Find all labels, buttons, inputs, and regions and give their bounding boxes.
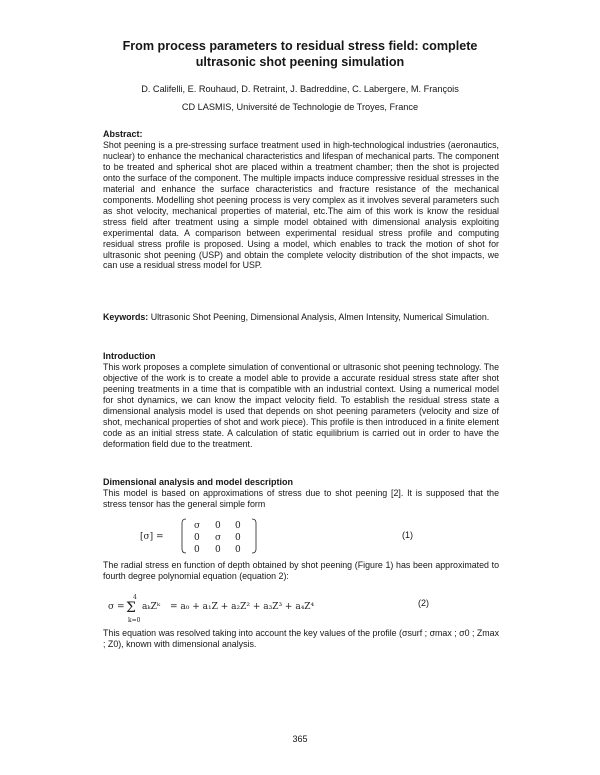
keywords-text: Ultrasonic Shot Peening, Dimensional Analysis, Almen Intensity, Numerical Simulation. [150, 312, 490, 322]
introduction-text: This work proposes a complete simulation of conventional or ultrasonic shot peening technology. The objective of the work is to create a model able to provide a accurate residual stress state after shot peening treatments in a time that is compatible with an industrial context. Using a numerical model for shot dynamics, we can know the impact velocity field. To establish the residual stress state a dimensional analysis model is used that depends on shot peening parameters (velocity and size of shot, mechanical properties of shot and work piece). This profile is then introduced in a finite element code as an initial stress state. A calculation of static equilibrium is carried out in order to have the deformation field due to the treatment. [103, 362, 499, 449]
introduction-heading: Introduction [103, 351, 156, 361]
sum-upper-limit: 4 [133, 594, 137, 601]
matrix-right-bracket [252, 519, 256, 553]
poly-lhs: σ = [108, 602, 125, 612]
matrix-cell: σ [215, 533, 222, 543]
matrix-cell: σ [194, 521, 201, 531]
page-number: 365 [292, 734, 308, 744]
keywords-label: Keywords: [103, 312, 149, 322]
matrix-cell: 0 [215, 521, 221, 531]
matrix-cell: 0 [235, 533, 241, 543]
title-line-2: ultrasonic shot peening simulation [195, 55, 405, 69]
matrix-cell: 0 [215, 545, 221, 555]
poly-rhs: = a₀ + a₁Z + a₂Z² + a₃Z³ + a₄Z⁴ [170, 602, 315, 612]
stress-tensor-equation [140, 515, 400, 557]
dimensional-analysis-text: This model is based on approximations of stress due to shot peening [2]. It is supposed that the stress tensor has the general simple form [103, 488, 499, 509]
paper-title [100, 38, 500, 70]
matrix-cell: 0 [194, 533, 200, 543]
equation-2-number: (2) [418, 598, 429, 608]
summation-symbol: Σ [126, 600, 136, 616]
matrix-left-bracket [182, 519, 186, 553]
matrix-cell: 0 [235, 545, 241, 555]
affiliation: CD LASMIS, Université de Technologie de Troyes, France [181, 102, 419, 112]
sum-lower-limit: k=0 [128, 617, 141, 624]
profile-key-values-text: This equation was resolved taking into account the key values of the profile (σsurf ; σmax ; σ0 ; Zmax ; Z0), known with dimensional analysis. [103, 628, 499, 649]
keywords-paragraph [103, 312, 499, 323]
dimensional-analysis-heading: Dimensional analysis and model description [103, 477, 294, 487]
author-list: D. Califelli, E. Rouhaud, D. Retraint, J. Badreddine, C. Labergere, M. François [141, 84, 459, 94]
title-line-1: From process parameters to residual stress field: complete [122, 39, 478, 53]
matrix-cell: 0 [235, 521, 241, 531]
equation-1-number: (1) [402, 530, 413, 540]
stress-tensor-matrix [140, 515, 400, 557]
abstract-heading: Abstract: [103, 129, 143, 139]
polynomial-equation [106, 592, 406, 626]
polynomial-intro-text: The radial stress en function of depth obtained by shot peening (Figure 1) has been approximated to fourth degree polynomial equation (equation 2): [103, 560, 499, 581]
tensor-lhs: [σ] = [140, 532, 164, 542]
sum-term: aₖZᵏ [142, 602, 161, 612]
abstract-text: Shot peening is a pre-stressing surface treatment used in high-technological industries (aeronautics, nuclear) to enhance the mechanical characteristics and lifespan of mechanical parts. The component to be treated and spherical shot are placed within a treatment chamber; then the shot is projected onto the surface of the component. The multiple impacts induce compressive residual stresses in the material and enhance the surface characteristics and fracture resistance of the mechanical components. Modelling shot peening process is very complex as it involves several parameters such as shot velocity, mechanical properties of material, etc.The aim of this work is know the residual stress field after treatment using a simple model obtained with dimensional analysis exploiting experimental data. A comparison between experimental residual stress profile and computing residual stress profile is proposed. Using a model, which enables to track the motion of shot for ultrasonic shot peening (USP) and obtain the complete velocity distribution of the shot impacts, we can use a residual stress model for USP. [103, 140, 499, 271]
polynomial-formula [106, 592, 406, 626]
matrix-cell: 0 [194, 545, 200, 555]
